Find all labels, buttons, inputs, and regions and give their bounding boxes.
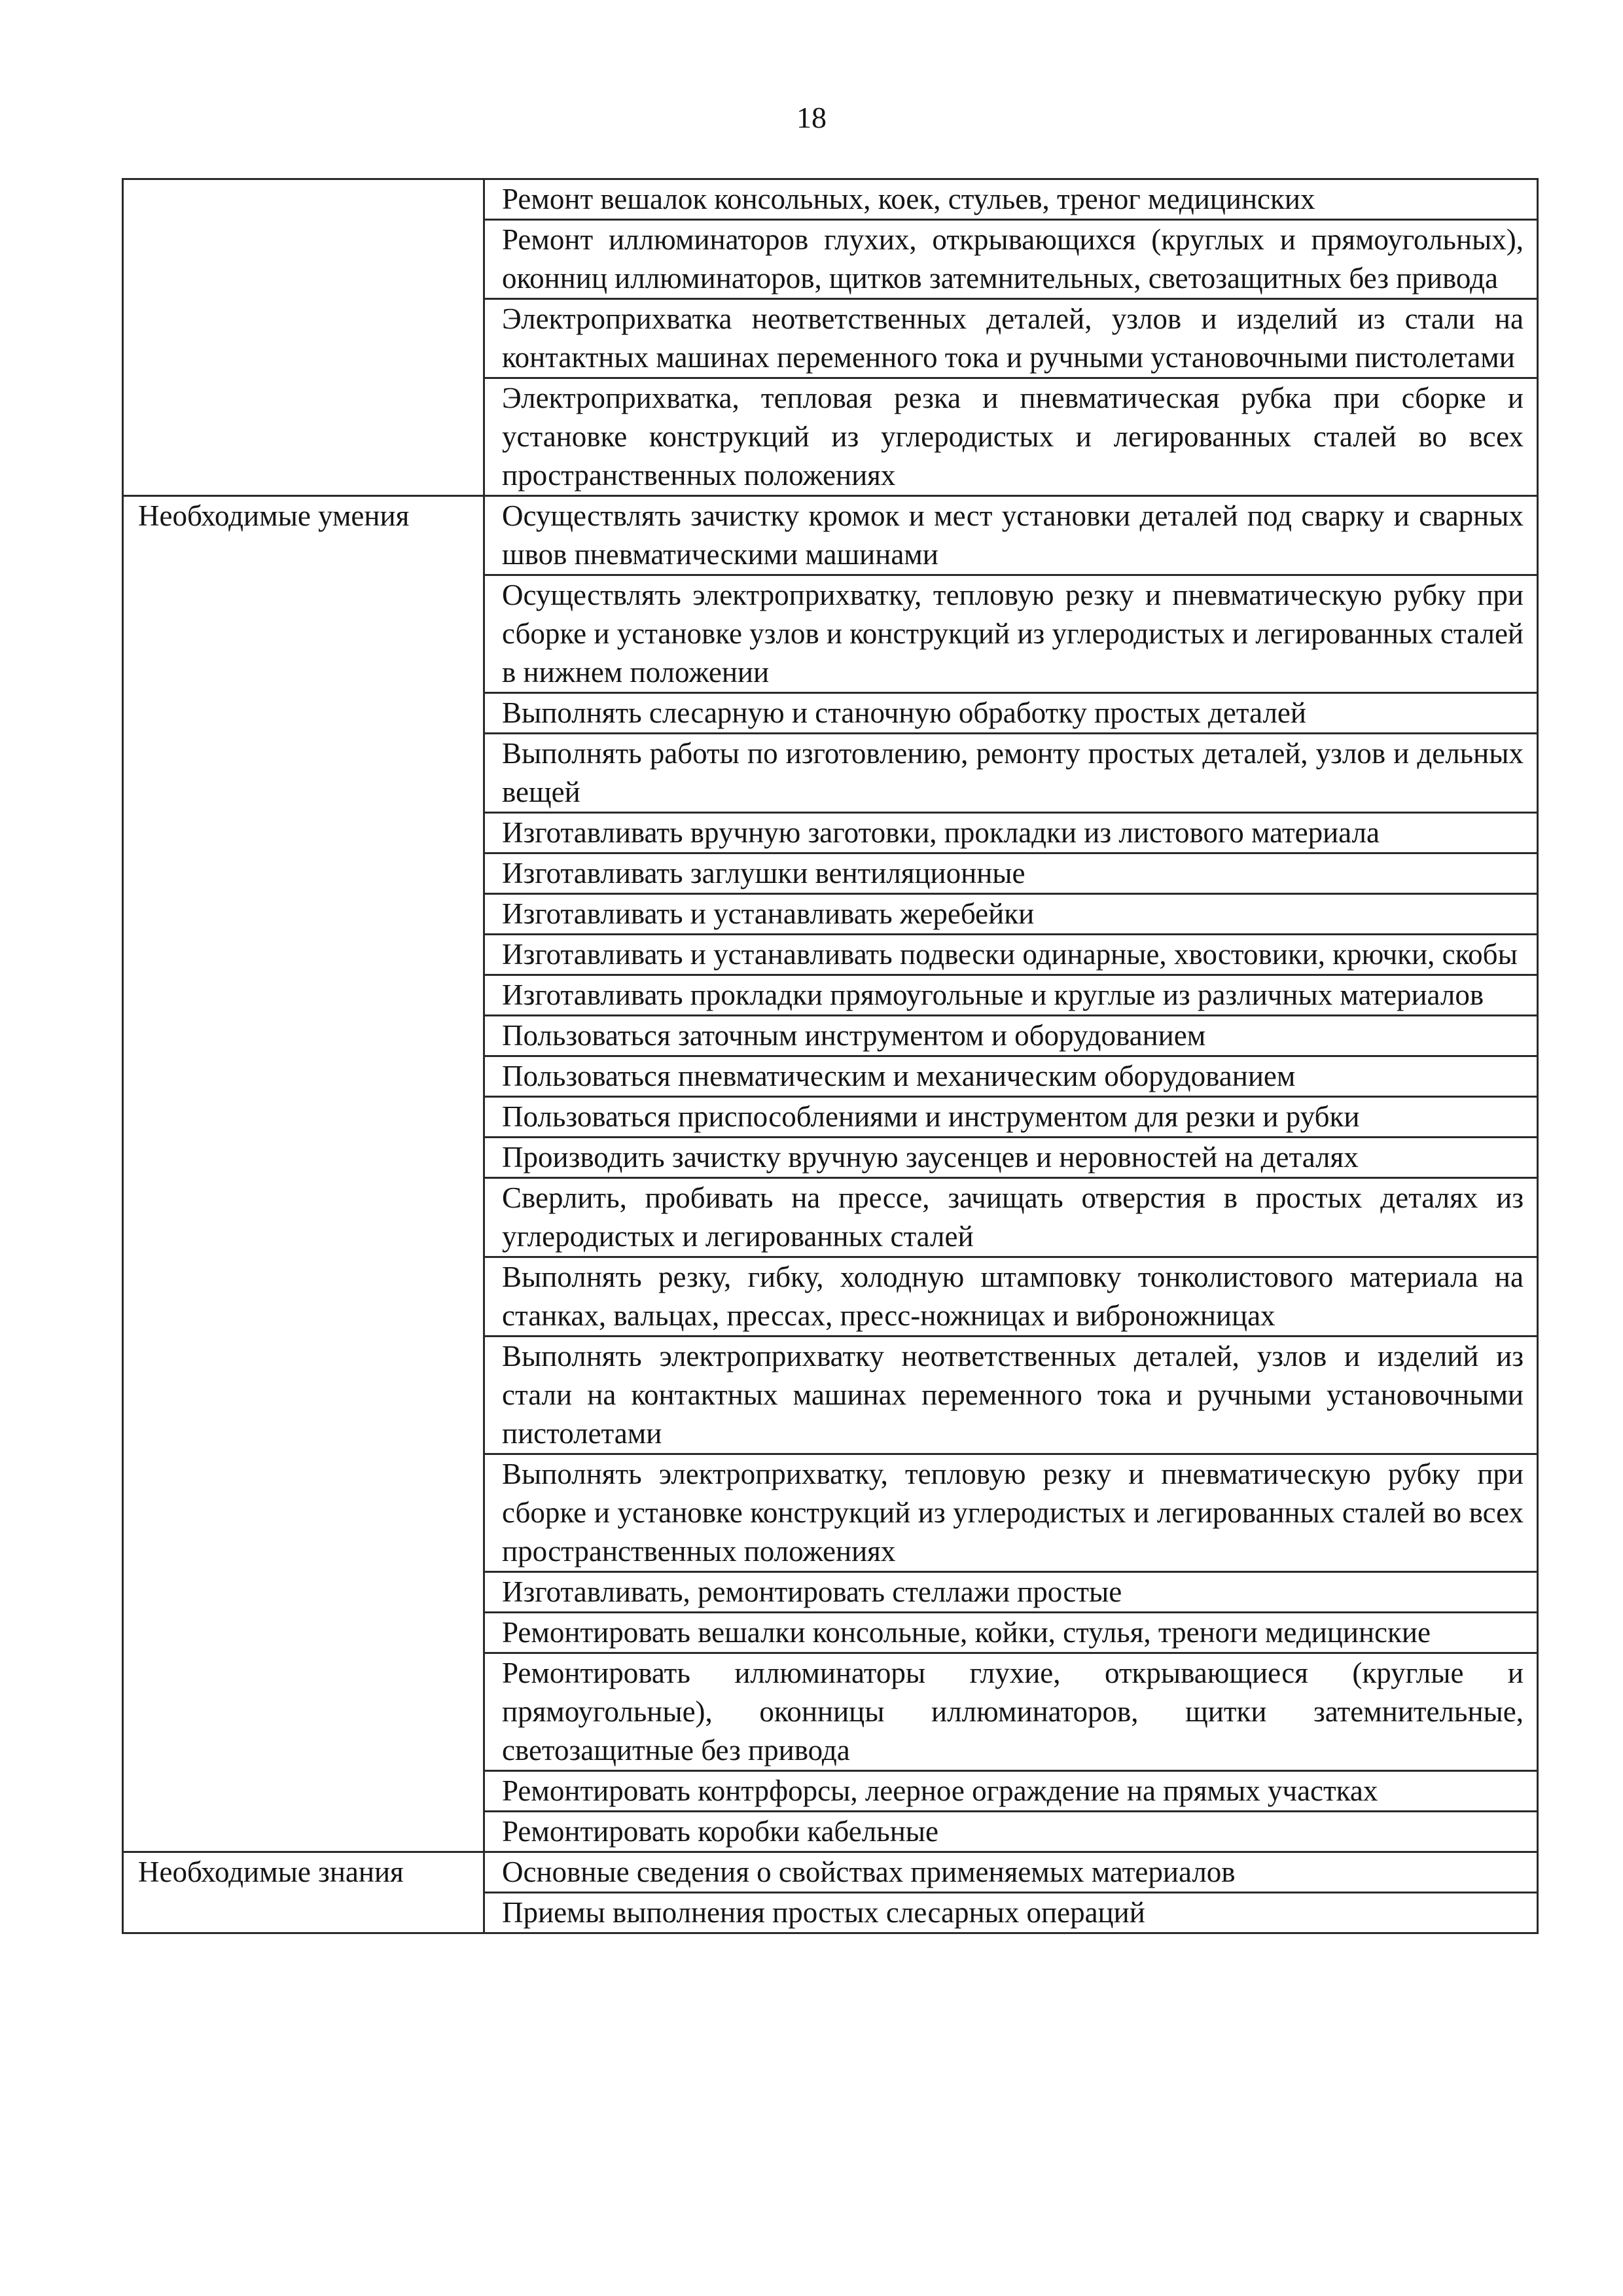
group-label-cell — [123, 179, 484, 496]
requirement-item-cell: Ремонт вешалок консольных, коек, стульев, треног медицинских — [484, 179, 1538, 220]
requirement-item-cell: Сверлить, пробивать на прессе, зачищать отверстия в простых деталях из углеродистых и легированных сталей — [484, 1178, 1538, 1257]
table-row — [123, 179, 1538, 220]
requirement-item-cell: Пользоваться заточным инструментом и оборудованием — [484, 1016, 1538, 1056]
requirement-item-cell: Выполнять электроприхватку неответственных деталей, узлов и изделий из стали на контактных машинах переменного тока и ручными установочными пистолетами — [484, 1336, 1538, 1454]
requirement-item-cell: Электроприхватка неответственных деталей, узлов и изделий из стали на контактных машинах переменного тока и ручными установочными пистолетами — [484, 299, 1538, 378]
requirement-item-cell: Ремонтировать вешалки консольные, койки, стулья, треноги медицинские — [484, 1613, 1538, 1653]
requirement-item-cell: Ремонтировать иллюминаторы глухие, открывающиеся (круглые и прямоугольные), оконницы иллюминаторов, щитки затемнительные, светозащитные без привода — [484, 1653, 1538, 1771]
requirement-item-cell: Изготавливать вручную заготовки, прокладки из листового материала — [484, 813, 1538, 853]
requirement-item-cell: Осуществлять электроприхватку, тепловую резку и пневматическую рубку при сборке и установке узлов и конструкций из углеродистых и легированных сталей в нижнем положении — [484, 575, 1538, 693]
requirements-table — [122, 178, 1539, 1934]
group-label-cell: Необходимые знания — [123, 1852, 484, 1933]
requirement-item-cell: Приемы выполнения простых слесарных операций — [484, 1893, 1538, 1933]
requirement-item-cell: Изготавливать заглушки вентиляционные — [484, 853, 1538, 894]
requirement-item-cell: Изготавливать, ремонтировать стеллажи простые — [484, 1572, 1538, 1613]
requirement-item-cell: Осуществлять зачистку кромок и мест установки деталей под сварку и сварных швов пневматическими машинами — [484, 496, 1538, 575]
requirement-item-cell: Выполнять резку, гибку, холодную штамповку тонколистового материала на станках, вальцах, прессах, пресс-ножницах и виброножницах — [484, 1257, 1538, 1336]
requirement-item-cell: Изготавливать и устанавливать жеребейки — [484, 894, 1538, 935]
requirement-item-cell: Ремонтировать контрфорсы, леерное ограждение на прямых участках — [484, 1771, 1538, 1812]
requirement-item-cell: Изготавливать и устанавливать подвески одинарные, хвостовики, крючки, скобы — [484, 935, 1538, 975]
requirement-item-cell: Ремонтировать коробки кабельные — [484, 1812, 1538, 1852]
requirement-item-cell: Выполнять работы по изготовлению, ремонту простых деталей, узлов и дельных вещей — [484, 734, 1538, 813]
requirement-item-cell: Основные сведения о свойствах применяемых материалов — [484, 1852, 1538, 1893]
group-label-cell: Необходимые умения — [123, 496, 484, 1852]
table-row — [123, 1852, 1538, 1893]
requirement-item-cell: Производить зачистку вручную заусенцев и неровностей на деталях — [484, 1138, 1538, 1178]
table-row — [123, 496, 1538, 575]
requirement-item-cell: Электроприхватка, тепловая резка и пневматическая рубка при сборке и установке конструкций из углеродистых и легированных сталей во всех пространственных положениях — [484, 378, 1538, 496]
requirement-item-cell: Пользоваться приспособлениями и инструментом для резки и рубки — [484, 1097, 1538, 1138]
table-body — [123, 179, 1538, 1933]
requirement-item-cell: Выполнять слесарную и станочную обработку простых деталей — [484, 693, 1538, 734]
page-number: 18 — [796, 101, 827, 134]
requirement-item-cell: Ремонт иллюминаторов глухих, открывающихся (круглых и прямоугольных), оконниц иллюминаторов, щитков затемнительных, светозащитных без привода — [484, 220, 1538, 299]
requirement-item-cell: Изготавливать прокладки прямоугольные и круглые из различных материалов — [484, 975, 1538, 1016]
requirement-item-cell: Пользоваться пневматическим и механическим оборудованием — [484, 1056, 1538, 1097]
requirement-item-cell: Выполнять электроприхватку, тепловую резку и пневматическую рубку при сборке и установке конструкций из углеродистых и легированных сталей во всех пространственных положениях — [484, 1454, 1538, 1572]
